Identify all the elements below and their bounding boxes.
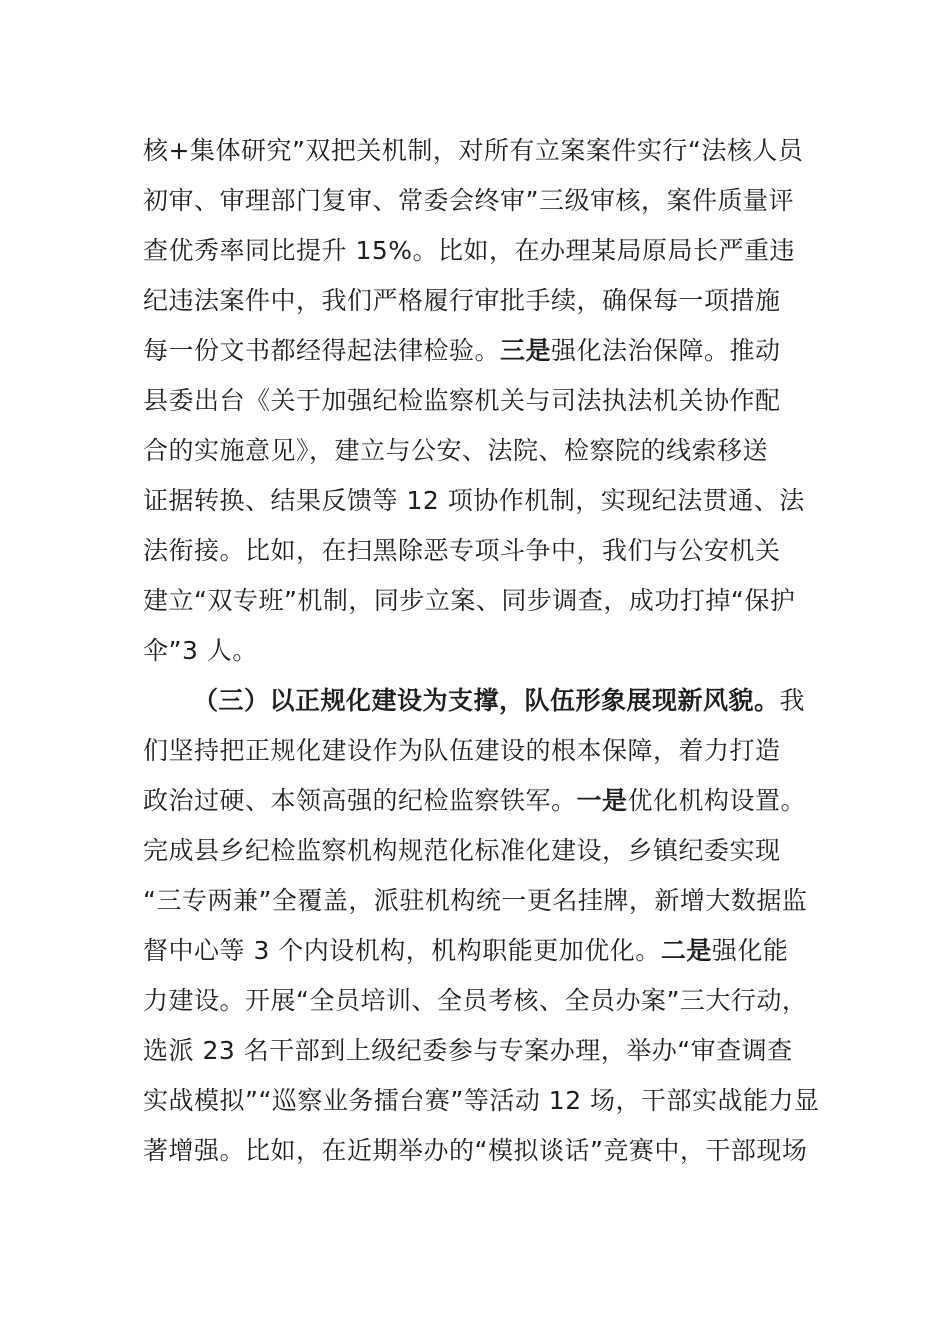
text-line: 合的实施意见》，建立与公安、法院、检察院的线索移送 bbox=[143, 436, 769, 465]
text-line: 著增强。比如，在近期举办的“模拟谈话”竞赛中，干部现场 bbox=[143, 1136, 808, 1165]
emphasis-label: 一是 bbox=[576, 786, 628, 815]
text-line: 证据转换、结果反馈等 12 项协作机制，实现纪法贯通、法 bbox=[143, 486, 805, 515]
document-body bbox=[143, 126, 833, 1176]
text-line: 每一份文书都经得起法律检验。三是强化法治保障。推动 bbox=[143, 336, 781, 365]
text-line: 纪违法案件中，我们严格履行审批手续，确保每一项措施 bbox=[143, 286, 781, 315]
text-line: 伞”3 人。 bbox=[143, 636, 258, 665]
text-line: 们坚持把正规化建设作为队伍建设的根本保障，着力打造 bbox=[143, 736, 781, 765]
text-line: 选派 23 名干部到上级纪委参与专案办理，举办“审查调查 bbox=[143, 1036, 793, 1065]
emphasis-label: 三是 bbox=[500, 336, 552, 365]
text-line: 法衔接。比如，在扫黑除恶专项斗争中，我们与公安机关 bbox=[143, 536, 781, 565]
section-heading: （三）以正规化建设为支撑，队伍形象展现新风貌。 bbox=[193, 686, 780, 715]
text-line: 县委出台《关于加强纪检监察机关与司法执法机关协作配 bbox=[143, 386, 781, 415]
text-line: 建立“双专班”机制，同步立案、同步调查，成功打掉“保护 bbox=[143, 586, 796, 615]
text-line: 实战模拟”“巡察业务擂台赛”等活动 12 场，干部实战能力显 bbox=[143, 1086, 820, 1115]
text-line: 查优秀率同比提升 15%。比如，在办理某局原局长严重违 bbox=[143, 236, 796, 265]
text-line: 核+集体研究”双把关机制，对所有立案案件实行“法核人员 bbox=[143, 136, 804, 165]
emphasis-label: 二是 bbox=[660, 936, 712, 965]
text-line: 政治过硬、本领高强的纪检监察铁军。一是优化机构设置。 bbox=[143, 786, 807, 815]
section-heading-line: （三）以正规化建设为支撑，队伍形象展现新风貌。我 bbox=[193, 686, 806, 715]
text-line: 完成县乡纪检监察机构规范化标准化建设，乡镇纪委实现 bbox=[143, 836, 781, 865]
text-line: “三专两兼”全覆盖，派驻机构统一更名挂牌，新增大数据监 bbox=[143, 886, 808, 915]
text-line: 力建设。开展“全员培训、全员考核、全员办案”三大行动， bbox=[143, 986, 808, 1015]
text-line: 初审、审理部门复审、常委会终审”三级审核，案件质量评 bbox=[143, 186, 794, 215]
text-line: 督中心等 3 个内设机构，机构职能更加优化。二是强化能 bbox=[143, 936, 789, 965]
